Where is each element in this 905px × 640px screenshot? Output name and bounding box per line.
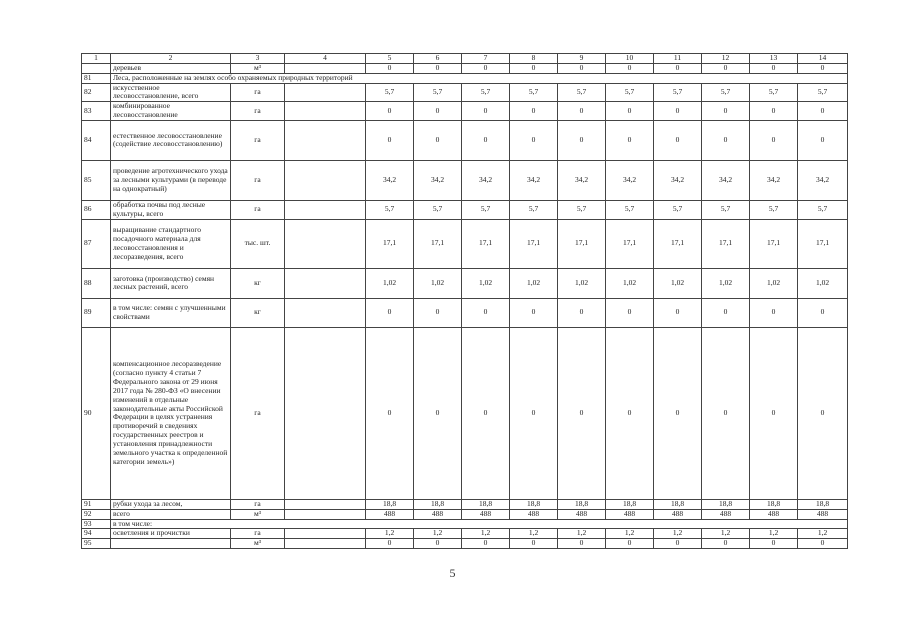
value-cell: 0 <box>750 120 798 160</box>
row-name-cell: всего <box>111 509 231 519</box>
row-number-cell: 87 <box>82 219 111 268</box>
value-cell: 5,7 <box>654 83 702 102</box>
value-cell: 18,8 <box>798 499 848 509</box>
value-cell: 0 <box>702 298 750 327</box>
value-cell: 0 <box>558 63 606 73</box>
table-row <box>82 63 848 73</box>
value-cell: 1,2 <box>462 529 510 539</box>
row-number-cell: 83 <box>82 102 111 121</box>
value-cell: 1,2 <box>798 529 848 539</box>
value-cell: 17,1 <box>750 219 798 268</box>
value-cell: 0 <box>750 102 798 121</box>
value-cell: 488 <box>510 509 558 519</box>
value-cell: 5,7 <box>558 83 606 102</box>
value-cell: 488 <box>462 509 510 519</box>
column-4-cell <box>285 268 366 298</box>
row-number-cell: 86 <box>82 200 111 219</box>
column-4-cell <box>285 539 366 549</box>
row-name-cell: компенсационное лесоразведение (согласно пункту 4 статьи 7 Федерального закона от 29 июня 2017 года № 280-ФЗ «О внесении изменений в отдельные законодательные акты Российской Федерации в целях устранения противоречий в сведениях государственных реестров и установления принадлежности земельного участка к определенной категории земель») <box>111 327 231 499</box>
value-cell: 0 <box>750 327 798 499</box>
value-cell: 0 <box>558 298 606 327</box>
value-cell: 18,8 <box>414 499 462 509</box>
value-cell: 0 <box>558 327 606 499</box>
row-number-cell: 81 <box>82 73 111 83</box>
row-number-cell: 89 <box>82 298 111 327</box>
value-cell: 0 <box>462 120 510 160</box>
value-cell: 0 <box>606 63 654 73</box>
table-row <box>82 298 848 327</box>
value-cell: 0 <box>510 120 558 160</box>
value-cell: 1,02 <box>366 268 414 298</box>
value-cell: 0 <box>798 102 848 121</box>
header-cell: 9 <box>558 54 606 64</box>
value-cell: 18,8 <box>702 499 750 509</box>
value-cell: 488 <box>366 509 414 519</box>
value-cell: 0 <box>558 120 606 160</box>
value-cell: 0 <box>366 63 414 73</box>
value-cell: 0 <box>414 102 462 121</box>
value-cell: 0 <box>606 327 654 499</box>
value-cell: 1,02 <box>462 268 510 298</box>
row-number-cell: 84 <box>82 120 111 160</box>
value-cell: 0 <box>798 298 848 327</box>
row-name-cell <box>111 539 231 549</box>
column-4-cell <box>285 219 366 268</box>
value-cell: 1,02 <box>606 268 654 298</box>
value-cell: 0 <box>414 539 462 549</box>
value-cell: 0 <box>462 102 510 121</box>
value-cell: 1,2 <box>654 529 702 539</box>
value-cell: 1,02 <box>702 268 750 298</box>
value-cell: 0 <box>702 539 750 549</box>
value-cell: 5,7 <box>750 200 798 219</box>
value-cell: 18,8 <box>510 499 558 509</box>
value-cell: 34,2 <box>462 160 510 200</box>
value-cell: 0 <box>462 298 510 327</box>
value-cell: 488 <box>558 509 606 519</box>
value-cell: 0 <box>750 298 798 327</box>
table-row <box>82 519 848 529</box>
value-cell: 0 <box>558 539 606 549</box>
row-number-cell: 85 <box>82 160 111 200</box>
value-cell: 0 <box>510 298 558 327</box>
row-name-cell: осветления и прочистки <box>111 529 231 539</box>
value-cell: 0 <box>654 539 702 549</box>
header-cell: 7 <box>462 54 510 64</box>
column-4-cell <box>285 499 366 509</box>
value-cell: 18,8 <box>558 499 606 509</box>
value-cell: 5,7 <box>654 200 702 219</box>
table-body <box>82 54 848 549</box>
row-name-cell: деревьев <box>111 63 231 73</box>
row-name-cell: комбинированное лесовосстановление <box>111 102 231 121</box>
row-name-cell: выращивание стандартного посадочного материала для лесовосстановления и лесоразведения, всего <box>111 219 231 268</box>
value-cell: 18,8 <box>366 499 414 509</box>
value-cell: 5,7 <box>798 83 848 102</box>
row-number-cell: 90 <box>82 327 111 499</box>
forest-activities-table <box>81 53 848 549</box>
row-name-cell: обработка почвы под лесные культуры, всего <box>111 200 231 219</box>
table-row <box>82 83 848 102</box>
value-cell: 17,1 <box>366 219 414 268</box>
column-4-cell <box>285 298 366 327</box>
value-cell: 0 <box>606 120 654 160</box>
value-cell: 0 <box>510 63 558 73</box>
value-cell: 0 <box>702 327 750 499</box>
table-row <box>82 73 848 83</box>
value-cell: 0 <box>558 102 606 121</box>
table-row <box>82 539 848 549</box>
column-4-cell <box>285 63 366 73</box>
value-cell: 5,7 <box>702 200 750 219</box>
unit-cell: кг <box>231 298 285 327</box>
table-row <box>82 160 848 200</box>
value-cell: 0 <box>366 120 414 160</box>
value-cell: 17,1 <box>702 219 750 268</box>
table-row <box>82 102 848 121</box>
table-row <box>82 529 848 539</box>
value-cell: 0 <box>798 539 848 549</box>
row-number-cell: 91 <box>82 499 111 509</box>
unit-cell: га <box>231 102 285 121</box>
value-cell: 18,8 <box>462 499 510 509</box>
value-cell: 5,7 <box>702 83 750 102</box>
value-cell: 0 <box>366 298 414 327</box>
value-cell: 488 <box>654 509 702 519</box>
value-cell: 17,1 <box>654 219 702 268</box>
value-cell: 5,7 <box>750 83 798 102</box>
value-cell: 17,1 <box>606 219 654 268</box>
section-heading-cell: Леса, расположенные на землях особо охраняемых природных территорий <box>111 73 848 83</box>
column-4-cell <box>285 83 366 102</box>
row-number-cell <box>82 63 111 73</box>
table-row <box>82 200 848 219</box>
unit-cell: га <box>231 327 285 499</box>
value-cell: 0 <box>366 102 414 121</box>
table-row <box>82 509 848 519</box>
row-name-cell: в том числе: семян с улучшенными свойствами <box>111 298 231 327</box>
row-number-cell: 88 <box>82 268 111 298</box>
value-cell: 34,2 <box>798 160 848 200</box>
value-cell: 5,7 <box>366 200 414 219</box>
value-cell: 17,1 <box>510 219 558 268</box>
value-cell: 488 <box>798 509 848 519</box>
value-cell: 0 <box>702 102 750 121</box>
value-cell: 5,7 <box>798 200 848 219</box>
value-cell: 488 <box>702 509 750 519</box>
table-row <box>82 327 848 499</box>
unit-cell: кг <box>231 268 285 298</box>
value-cell: 0 <box>510 102 558 121</box>
value-cell: 1,2 <box>606 529 654 539</box>
value-cell: 1,2 <box>702 529 750 539</box>
value-cell: 0 <box>750 63 798 73</box>
header-cell: 6 <box>414 54 462 64</box>
value-cell: 18,8 <box>606 499 654 509</box>
unit-cell: м³ <box>231 63 285 73</box>
value-cell: 5,7 <box>558 200 606 219</box>
page-number: 5 <box>449 566 456 580</box>
value-cell: 0 <box>750 539 798 549</box>
value-cell: 1,02 <box>510 268 558 298</box>
unit-cell: м³ <box>231 539 285 549</box>
value-cell: 34,2 <box>366 160 414 200</box>
value-cell: 17,1 <box>414 219 462 268</box>
value-cell: 488 <box>750 509 798 519</box>
value-cell: 0 <box>702 63 750 73</box>
value-cell: 5,7 <box>510 200 558 219</box>
value-cell: 18,8 <box>750 499 798 509</box>
header-cell: 2 <box>111 54 231 64</box>
value-cell: 1,2 <box>510 529 558 539</box>
value-cell: 34,2 <box>606 160 654 200</box>
unit-cell: га <box>231 160 285 200</box>
value-cell: 0 <box>414 298 462 327</box>
unit-cell: га <box>231 83 285 102</box>
header-cell: 5 <box>366 54 414 64</box>
row-number-cell: 94 <box>82 529 111 539</box>
header-cell: 8 <box>510 54 558 64</box>
column-4-cell <box>285 102 366 121</box>
row-number-cell: 82 <box>82 83 111 102</box>
row-number-cell: 93 <box>82 519 111 529</box>
value-cell: 1,2 <box>414 529 462 539</box>
column-4-cell <box>285 200 366 219</box>
value-cell: 0 <box>606 298 654 327</box>
table-row <box>82 120 848 160</box>
value-cell: 0 <box>366 539 414 549</box>
header-cell: 13 <box>750 54 798 64</box>
row-name-cell: заготовка (производство) семян лесных растений, всего <box>111 268 231 298</box>
header-cell: 10 <box>606 54 654 64</box>
value-cell: 0 <box>606 102 654 121</box>
row-name-cell: рубки ухода за лесом, <box>111 499 231 509</box>
value-cell: 1,2 <box>750 529 798 539</box>
header-cell: 1 <box>82 54 111 64</box>
value-cell: 0 <box>462 63 510 73</box>
column-4-cell <box>285 529 366 539</box>
value-cell: 0 <box>798 327 848 499</box>
column-4-cell <box>285 327 366 499</box>
value-cell: 0 <box>654 63 702 73</box>
value-cell: 0 <box>606 539 654 549</box>
value-cell: 0 <box>654 120 702 160</box>
table-row <box>82 499 848 509</box>
column-4-cell <box>285 120 366 160</box>
value-cell: 17,1 <box>462 219 510 268</box>
row-number-cell: 95 <box>82 539 111 549</box>
header-cell: 14 <box>798 54 848 64</box>
unit-cell: м³ <box>231 509 285 519</box>
value-cell: 5,7 <box>510 83 558 102</box>
header-cell: 12 <box>702 54 750 64</box>
unit-cell: га <box>231 120 285 160</box>
value-cell: 488 <box>606 509 654 519</box>
value-cell: 34,2 <box>558 160 606 200</box>
table-row <box>82 268 848 298</box>
value-cell: 34,2 <box>510 160 558 200</box>
value-cell: 5,7 <box>606 83 654 102</box>
value-cell: 0 <box>462 539 510 549</box>
value-cell: 0 <box>798 63 848 73</box>
value-cell: 1,02 <box>798 268 848 298</box>
value-cell: 0 <box>654 327 702 499</box>
value-cell: 0 <box>702 120 750 160</box>
value-cell: 5,7 <box>414 200 462 219</box>
unit-cell: га <box>231 499 285 509</box>
header-cell: 4 <box>285 54 366 64</box>
column-4-cell <box>285 160 366 200</box>
unit-cell: га <box>231 200 285 219</box>
value-cell: 5,7 <box>414 83 462 102</box>
header-cell: 3 <box>231 54 285 64</box>
value-cell: 5,7 <box>462 83 510 102</box>
value-cell: 1,02 <box>654 268 702 298</box>
value-cell: 1,02 <box>414 268 462 298</box>
value-cell: 34,2 <box>702 160 750 200</box>
row-name-cell: естественное лесовосстановление (содействие лесовосстановлению) <box>111 120 231 160</box>
value-cell: 0 <box>510 539 558 549</box>
row-name-cell: искусственное лесовосстановление, всего <box>111 83 231 102</box>
row-name-cell: проведение агротехнического ухода за лесными культурами (в переводе на однократный) <box>111 160 231 200</box>
value-cell: 0 <box>654 298 702 327</box>
value-cell: 0 <box>414 63 462 73</box>
value-cell: 0 <box>366 327 414 499</box>
value-cell: 5,7 <box>462 200 510 219</box>
column-number-header-row <box>82 54 848 64</box>
value-cell: 34,2 <box>414 160 462 200</box>
header-cell: 11 <box>654 54 702 64</box>
value-cell: 5,7 <box>366 83 414 102</box>
value-cell: 0 <box>414 120 462 160</box>
value-cell: 17,1 <box>558 219 606 268</box>
value-cell: 0 <box>462 327 510 499</box>
unit-cell: га <box>231 529 285 539</box>
value-cell: 1,02 <box>750 268 798 298</box>
section-heading-cell: в том числе: <box>111 519 848 529</box>
value-cell: 0 <box>510 327 558 499</box>
value-cell: 1,2 <box>558 529 606 539</box>
column-4-cell <box>285 509 366 519</box>
table-row <box>82 219 848 268</box>
value-cell: 5,7 <box>606 200 654 219</box>
value-cell: 18,8 <box>654 499 702 509</box>
value-cell: 0 <box>798 120 848 160</box>
value-cell: 0 <box>654 102 702 121</box>
value-cell: 34,2 <box>654 160 702 200</box>
unit-cell: тыс. шт. <box>231 219 285 268</box>
value-cell: 1,02 <box>558 268 606 298</box>
value-cell: 0 <box>414 327 462 499</box>
value-cell: 488 <box>414 509 462 519</box>
value-cell: 34,2 <box>750 160 798 200</box>
row-number-cell: 92 <box>82 509 111 519</box>
value-cell: 17,1 <box>798 219 848 268</box>
value-cell: 1,2 <box>366 529 414 539</box>
